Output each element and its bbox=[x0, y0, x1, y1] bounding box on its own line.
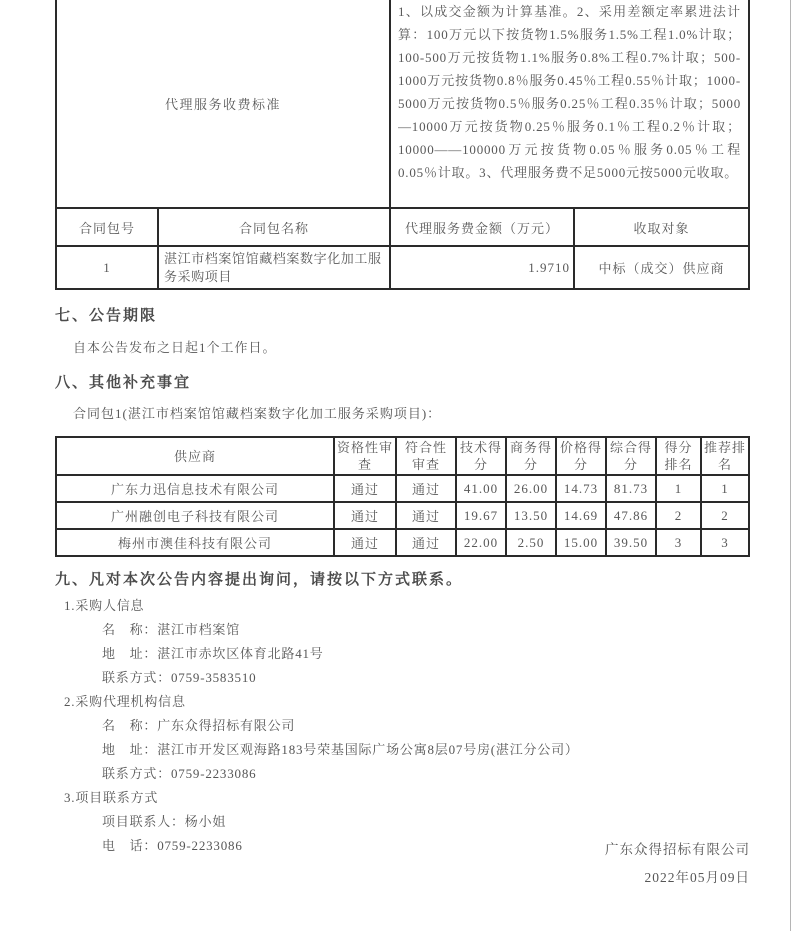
project-contact-phone: 电 话：0759-2233086 bbox=[102, 838, 243, 853]
purchaser-address: 地 址：湛江市赤坎区体育北路41号 bbox=[102, 646, 324, 661]
contact-info-block bbox=[55, 594, 750, 858]
cell-score-rank: 1 bbox=[656, 475, 701, 502]
signature-block bbox=[605, 836, 750, 892]
cell-conformity: 通过 bbox=[396, 529, 456, 556]
cell-technical: 22.00 bbox=[456, 529, 506, 556]
contract-package-table bbox=[55, 207, 750, 290]
cell-agency-fee: 1.9710 bbox=[390, 246, 574, 289]
cell-supplier: 梅州市澳佳科技有限公司 bbox=[56, 529, 334, 556]
cell-price: 15.00 bbox=[556, 529, 606, 556]
header-agency-fee: 代理服务费金额（万元） bbox=[390, 208, 574, 246]
agency-contact: 联系方式：0759-2233086 bbox=[102, 766, 257, 781]
agency-address: 地 址：湛江市开发区观海路183号荣基国际广场公寓8层07号房(湛江分公司） bbox=[102, 742, 579, 757]
project-contact-person: 项目联系人：杨小姐 bbox=[102, 814, 227, 829]
header-recommend-rank: 推荐排名 bbox=[701, 437, 749, 475]
header-package-name: 合同包名称 bbox=[158, 208, 390, 246]
header-price-score: 价格得分 bbox=[556, 437, 606, 475]
purchaser-contact: 联系方式：0759-3583510 bbox=[102, 670, 257, 685]
evaluation-table bbox=[55, 436, 750, 557]
evaluation-header-row bbox=[56, 437, 749, 475]
cell-package-no: 1 bbox=[56, 246, 158, 289]
cell-score-rank: 2 bbox=[656, 502, 701, 529]
contract-package-data-row bbox=[56, 246, 749, 289]
cell-price: 14.69 bbox=[556, 502, 606, 529]
document-content bbox=[55, 0, 750, 885]
header-supplier: 供应商 bbox=[56, 437, 334, 475]
evaluation-row-3 bbox=[56, 529, 749, 556]
fee-standard-table bbox=[55, 0, 750, 209]
header-score-rank: 得分排名 bbox=[656, 437, 701, 475]
header-charge-target: 收取对象 bbox=[574, 208, 749, 246]
cell-recommend-rank: 2 bbox=[701, 502, 749, 529]
agency-name: 名 称：广东众得招标有限公司 bbox=[102, 718, 296, 733]
cell-score-rank: 3 bbox=[656, 529, 701, 556]
cell-total: 47.86 bbox=[606, 502, 656, 529]
cell-qualification: 通过 bbox=[334, 475, 396, 502]
cell-business: 13.50 bbox=[506, 502, 556, 529]
cell-business: 2.50 bbox=[506, 529, 556, 556]
cell-qualification: 通过 bbox=[334, 529, 396, 556]
section8-heading: 八、其他补充事宜 bbox=[55, 375, 192, 391]
section9-heading: 九、凡对本次公告内容提出询问，请按以下方式联系。 bbox=[55, 572, 464, 588]
signature-company: 广东众得招标有限公司 bbox=[605, 842, 750, 857]
cell-conformity: 通过 bbox=[396, 502, 456, 529]
cell-business: 26.00 bbox=[506, 475, 556, 502]
fee-standard-row bbox=[56, 0, 749, 208]
fee-standard-text: 1、以成交金额为计算基准。2、采用差额定率累进法计算：100万元以下按货物1.5%服务1.5%工程1.0%计取；100-500万元按货物1.1%服务0.8%工程0.7%计取；500-1000万元按货物0.8％服务0.45％工程0.55％计取；1000-5000万元按货物0.5％服务0.25％工程0.35％计取；5000—10000万元按货物0.25％服务0.1％工程0.2％计取；10000——100000万元按货物0.05％服务0.05％工程0.05％计取。3、代理服务费不足5000元按5000元收取。 bbox=[398, 4, 741, 180]
cell-recommend-rank: 3 bbox=[701, 529, 749, 556]
section7-body: 自本公告发布之日起1个工作日。 bbox=[73, 340, 277, 355]
cell-qualification: 通过 bbox=[334, 502, 396, 529]
project-contact-heading: 3.项目联系方式 bbox=[64, 790, 159, 805]
header-package-no: 合同包号 bbox=[56, 208, 158, 246]
fee-standard-label-cell: 代理服务收费标准 bbox=[56, 0, 390, 208]
cell-supplier: 广州融创电子科技有限公司 bbox=[56, 502, 334, 529]
header-conformity-review: 符合性审查 bbox=[396, 437, 456, 475]
cell-recommend-rank: 1 bbox=[701, 475, 749, 502]
evaluation-row-2 bbox=[56, 502, 749, 529]
cell-supplier: 广东力迅信息技术有限公司 bbox=[56, 475, 334, 502]
section8-body: 合同包1(湛江市档案馆馆藏档案数字化加工服务采购项目)： bbox=[73, 406, 442, 421]
cell-price: 14.73 bbox=[556, 475, 606, 502]
cell-total: 39.50 bbox=[606, 529, 656, 556]
fee-standard-text-cell bbox=[390, 0, 749, 208]
cell-total: 81.73 bbox=[606, 475, 656, 502]
header-technical-score: 技术得分 bbox=[456, 437, 506, 475]
header-business-score: 商务得分 bbox=[506, 437, 556, 475]
cell-charge-target: 中标（成交）供应商 bbox=[574, 246, 749, 289]
agency-info-heading: 2.采购代理机构信息 bbox=[64, 694, 186, 709]
contract-package-header-row bbox=[56, 208, 749, 246]
signature-date: 2022年05月09日 bbox=[644, 870, 750, 885]
purchaser-name: 名 称：湛江市档案馆 bbox=[102, 622, 241, 637]
cell-technical: 19.67 bbox=[456, 502, 506, 529]
cell-technical: 41.00 bbox=[456, 475, 506, 502]
cell-conformity: 通过 bbox=[396, 475, 456, 502]
page-edge-line bbox=[790, 0, 791, 931]
cell-package-name: 湛江市档案馆馆藏档案数字化加工服务采购项目 bbox=[158, 246, 390, 289]
purchaser-info-heading: 1.采购人信息 bbox=[64, 598, 145, 613]
header-total-score: 综合得分 bbox=[606, 437, 656, 475]
section7-heading: 七、公告期限 bbox=[55, 308, 158, 324]
header-qualification-review: 资格性审查 bbox=[334, 437, 396, 475]
evaluation-row-1 bbox=[56, 475, 749, 502]
